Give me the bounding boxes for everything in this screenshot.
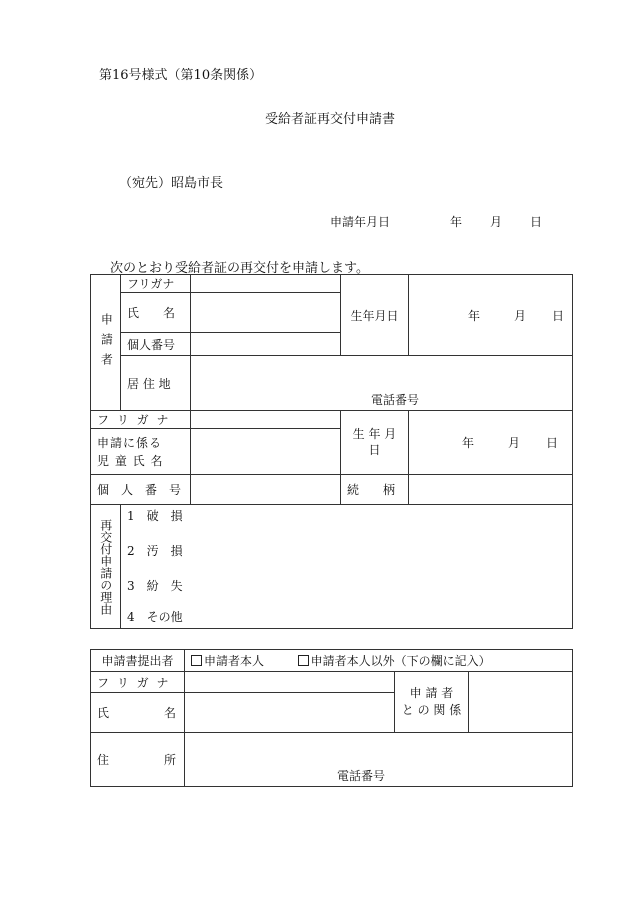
submitter-options [185, 650, 573, 672]
child-relation-label: 続 柄 [341, 475, 409, 505]
applicant-furigana-field[interactable] [191, 275, 341, 293]
applicant-birth-day: 日 [551, 308, 564, 323]
child-name-label: 申請に係る 児 童 氏 名 [91, 429, 191, 475]
applicant-birth-label: 生年月日 [341, 275, 409, 356]
reason-label: 再交付申請の理由 [91, 505, 121, 629]
child-birth-day: 日 [545, 436, 558, 450]
applicant-number-field[interactable] [191, 333, 341, 356]
reason-item-4[interactable]: 4 その他 [127, 610, 183, 624]
submitter-relation-field[interactable] [469, 672, 573, 733]
applicant-name-label: 氏 名 [121, 293, 191, 333]
applicant-birth-field[interactable] [409, 275, 573, 356]
application-date-label: 申請年月日 [330, 215, 391, 229]
applicant-name-field[interactable] [191, 293, 341, 333]
application-date-year: 年 [450, 215, 463, 229]
submitter-phone-label: 電話番号 [337, 769, 386, 783]
applicant-number-label: 個人番号 [121, 333, 191, 356]
application-date-day: 日 [530, 215, 543, 229]
child-relation-field[interactable] [409, 475, 573, 505]
child-birth-month: 月 [507, 436, 520, 450]
child-birth-year: 年 [461, 436, 474, 450]
submitter-address-label: 住 所 [91, 733, 185, 787]
submitter-furigana-label: フ リ ガ ナ [91, 672, 185, 693]
submitter-furigana-field[interactable] [185, 672, 395, 693]
reason-item-1[interactable]: 1 破 損 [127, 509, 183, 523]
reason-options [121, 505, 573, 629]
submitter-other-option[interactable]: 申請者本人以外（下の欄に記入） [298, 654, 491, 668]
form-number: 第16号様式（第10条関係） [99, 68, 263, 83]
checkbox-icon[interactable] [191, 655, 202, 666]
applicant-furigana-label: フリガナ [121, 275, 191, 293]
applicant-birth-year: 年 [467, 308, 480, 323]
submitter-name-label: 氏 名 [91, 693, 185, 733]
applicant-phone-label: 電話番号 [371, 393, 420, 407]
reason-item-2[interactable]: 2 汚 損 [127, 544, 183, 558]
child-birth-field[interactable] [409, 411, 573, 475]
submitter-table [90, 649, 573, 787]
applicant-address-label: 居 住 地 [121, 356, 191, 411]
child-name-field[interactable] [191, 429, 341, 475]
applicant-section-label: 申請者 [91, 275, 121, 411]
submitter-address-field[interactable] [185, 733, 573, 787]
applicant-address-field[interactable] [191, 356, 573, 411]
child-furigana-field[interactable] [191, 411, 341, 429]
child-number-label: 個 人 番 号 [91, 475, 191, 505]
application-date-month: 月 [490, 215, 503, 229]
main-form-table [90, 274, 573, 629]
submitter-label: 申請書提出者 [91, 650, 185, 672]
page-title: 受給者証再交付申請書 [265, 112, 396, 127]
submitter-name-field[interactable] [185, 693, 395, 733]
submitter-self-option[interactable]: 申請者本人 [191, 654, 264, 668]
checkbox-icon[interactable] [298, 655, 309, 666]
submitter-relation-label: 申 請 者 と の 関 係 [395, 672, 469, 733]
reason-item-3[interactable]: 3 紛 失 [127, 579, 183, 593]
child-birth-label: 生 年 月 日 [341, 411, 409, 475]
addressee: （宛先）昭島市長 [119, 176, 224, 191]
child-furigana-label: フ リ ガ ナ [91, 411, 191, 429]
intro-text: 次のとおり受給者証の再交付を申請します。 [110, 261, 369, 276]
child-number-field[interactable] [191, 475, 341, 505]
applicant-birth-month: 月 [513, 308, 526, 323]
